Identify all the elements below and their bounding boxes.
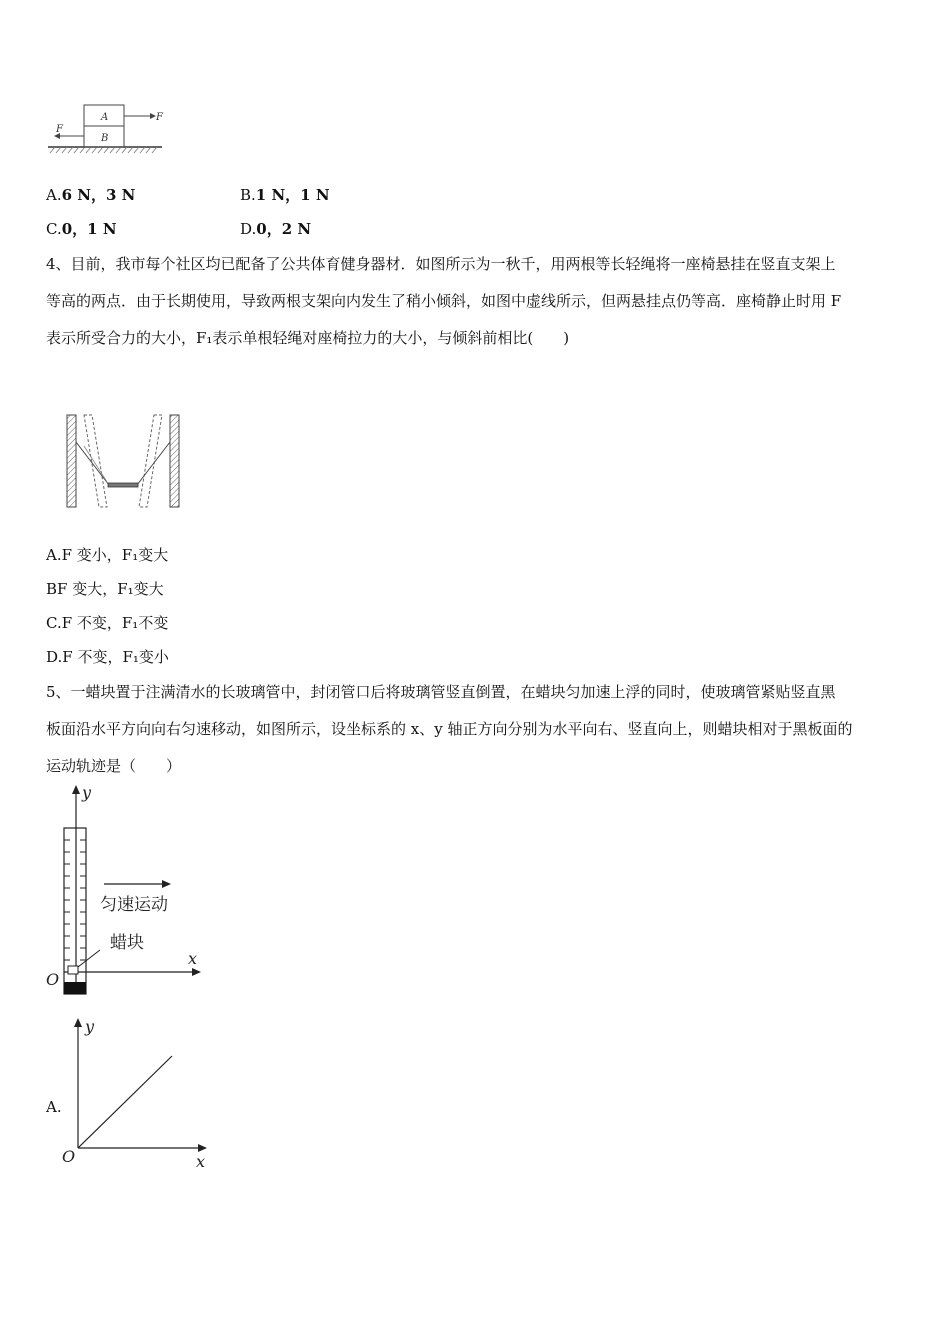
option-key: B.: [240, 186, 256, 204]
q4-stem-line-1: 4、目前，我市每个社区均已配备了公共体育健身器材．如图所示为一秋千，用两根等长轻绳将一座椅悬挂在竖直支架上: [46, 255, 836, 273]
block-label: 蜡块: [110, 933, 144, 953]
q5-stem-line-3: 运动轨迹是（ ）: [46, 757, 182, 775]
graph-x-label: x: [196, 1152, 206, 1171]
q3-option-d[interactable]: [240, 219, 311, 239]
q4-stem-line-3: 表示所受合力的大小，F₁表示单根轻绳对座椅拉力的大小，与倾斜前相比( ): [46, 329, 570, 347]
option-key: A.: [46, 186, 62, 204]
q4-stem-line-2: 等高的两点．由于长期使用，导致两根支架向内发生了稍小倾斜，如图中虚线所示，但两悬挂点仍等高．座椅静止时用 F: [46, 292, 842, 310]
option-text: 0，1 N: [61, 220, 117, 238]
blocks-figure: [44, 100, 169, 160]
graph-y-label: y: [85, 1017, 95, 1036]
q4-option-c[interactable]: [46, 613, 168, 633]
option-key: D.: [46, 648, 63, 666]
q4-option-a[interactable]: [46, 545, 168, 565]
q3-option-b[interactable]: [240, 185, 330, 205]
option-text: 6 N，3 N: [61, 186, 136, 204]
swing-figure: [62, 412, 187, 512]
option-text: F 变大，F₁变大: [57, 580, 164, 598]
option-text: F 变小，F₁变大: [61, 546, 169, 564]
motion-label: 匀速运动: [100, 895, 168, 915]
q5-option-a-key[interactable]: A.: [46, 1098, 62, 1116]
q5-stem-line-1: 5、一蜡块置于注满清水的长玻璃管中，封闭管口后将玻璃管竖直倒置，在蜡块匀加速上浮的同时，使玻璃管紧贴竖直黑: [46, 683, 836, 701]
q5-stem-line-2: 板面沿水平方向向右匀速移动，如图所示，设坐标系的 x、y 轴正方向分别为水平向右、竖直向上，则蜡块相对于黑板面的: [46, 720, 853, 738]
option-text: 0，2 N: [256, 220, 312, 238]
option-key: B: [46, 580, 58, 598]
option-a-graph[interactable]: [58, 1015, 216, 1173]
q4-option-d[interactable]: [46, 647, 169, 667]
q3-option-a[interactable]: [46, 185, 135, 205]
tube-figure: [42, 782, 212, 1002]
option-text: F 不变，F₁不变: [61, 614, 169, 632]
tube-x-label: x: [188, 949, 198, 968]
tube-origin-label: O: [46, 970, 60, 989]
option-key: A.: [46, 546, 62, 564]
q3-option-c[interactable]: [46, 219, 117, 239]
option-key: D.: [240, 220, 257, 238]
option-key: C.: [46, 220, 62, 238]
tube-y-label: y: [82, 783, 92, 802]
option-text: 1 N，1 N: [255, 186, 330, 204]
block-b-label: B: [101, 133, 109, 144]
option-key: C.: [46, 614, 62, 632]
force-right-label: F: [156, 112, 163, 123]
block-a-label: A: [101, 112, 109, 123]
trajectory-line: [78, 1056, 172, 1148]
force-left-label: F: [56, 124, 63, 135]
option-text: F 不变，F₁变小: [62, 648, 169, 666]
q4-option-b[interactable]: [46, 579, 164, 599]
graph-origin-label: O: [62, 1147, 76, 1166]
